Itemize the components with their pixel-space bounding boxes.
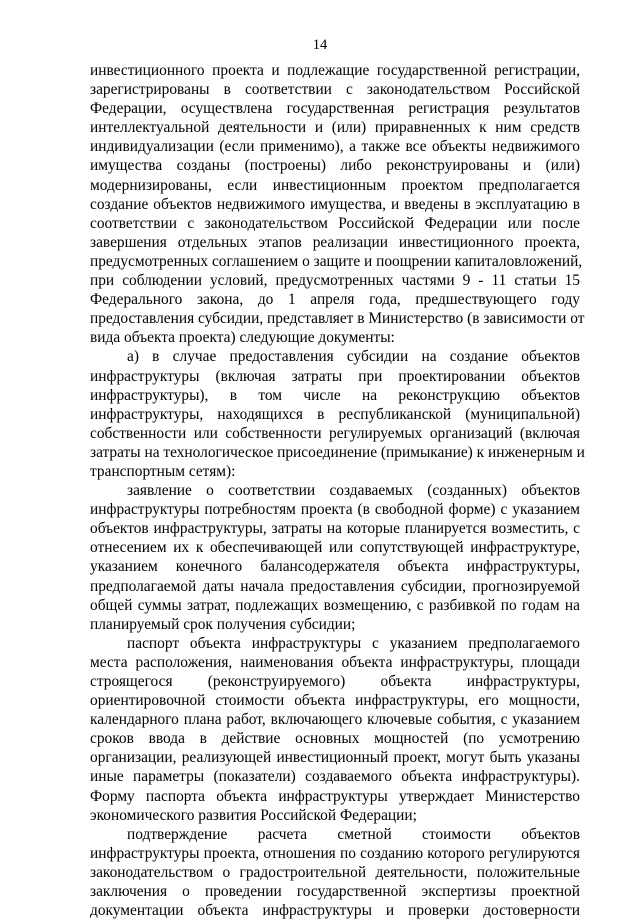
text-line: законодательством о градостроительной деятельности, положительные (90, 863, 580, 881)
text-line: Федерации, осуществлена государственная регистрация результатов (90, 100, 580, 118)
text-line: заявление о соответствии создаваемых (созданных) объектов (127, 482, 580, 500)
text-line: затраты на технологическое присоединение (примыкание) к инженерным и (90, 443, 585, 461)
text-line: сроков ввода в действие основных мощностей (по усмотрению (90, 730, 580, 748)
text-line: создание объектов недвижимого имущества, и введены в эксплуатацию в (90, 195, 580, 213)
text-line: инфраструктуры (включая затраты при проектировании объектов (90, 367, 580, 385)
text-line: строящегося (реконструируемого) объекта инфраструктуры, (90, 673, 580, 690)
text-line: календарного плана работ, включающего ключевые события, с указанием (90, 711, 580, 729)
text-line: заключения о проведении государственной экспертизы проектной (90, 883, 580, 901)
text-line: Форму паспорта объекта инфраструктуры утверждает Министерство (90, 787, 580, 805)
text-line: объектов инфраструктуры, затраты на которые планируется возместить, с (90, 520, 580, 538)
text-line: отнесением их к обеспечивающей или сопутствующей инфраструктуре, (90, 539, 580, 557)
text-line: документации объекта инфраструктуры и проверки достоверности (90, 902, 580, 920)
text-line: инфраструктуры), в том числе на реконструкцию объектов (90, 386, 580, 404)
text-line: Федерального закона, до 1 апреля года, предшествующего году (90, 291, 580, 309)
text-line: собственности или собственности регулируемых организаций (включая (90, 424, 580, 442)
text-line: предоставления субсидии, представляет в Министерство (в зависимости от (90, 310, 585, 328)
text-line: организации, реализующей инвестиционный проект, могут быть указаны (90, 749, 580, 767)
text-line: транспортным сетям): (90, 462, 236, 480)
text-line: при соблюдении условий, предусмотренных частями 9 - 11 статьи 15 (90, 272, 580, 290)
text-line: соответствии с законодательством Российской Федерации или после (90, 214, 580, 232)
text-line: предусмотренных соглашением о защите и поощрении капиталовложений, (90, 252, 583, 270)
text-line: зарегистрированы в соответствии с законодательством Российской (90, 81, 580, 99)
text-line: предполагаемой даты начала предоставления субсидии, прогнозируемой (90, 577, 580, 595)
page-number: 14 (312, 37, 328, 53)
text-line: общей суммы затрат, подлежащих возмещению, с разбивкой по годам на (90, 596, 580, 614)
text-line: паспорт объекта инфраструктуры с указанием предполагаемого (127, 634, 580, 652)
text-line: иные параметры (показатели) создаваемого объекта инфраструктуры). (90, 768, 580, 786)
text-line: завершения отдельных этапов реализации инвестиционного проекта, (90, 233, 580, 251)
text-line: планируемый срок получения субсидии; (90, 615, 356, 633)
text-line: а) в случае предоставления субсидии на создание объектов (127, 348, 580, 366)
text-line: экономического развития Российской Федерации; (90, 806, 417, 824)
document-body (90, 61, 585, 920)
text-line: ориентировочной стоимости объекта инфраструктуры, его мощности, (90, 692, 580, 710)
text-line: инфраструктуры, находящихся в республиканской (муниципальной) (90, 405, 580, 423)
text-line: инфраструктуры проекта, отношения по созданию которого регулируются (90, 844, 580, 862)
text-line: модернизированы, если инвестиционным проектом предполагается (90, 176, 580, 194)
text-line: инвестиционного проекта и подлежащие государственной регистрации, (90, 62, 580, 79)
text-line: инфраструктуры потребностям проекта (в свободной форме) с указанием (90, 501, 580, 519)
text-line: индивидуализации (если применимо), а также все объекты недвижимого (90, 138, 580, 156)
text-line: имущества созданы (построены) либо реконструированы и (или) (90, 157, 580, 175)
text-line: указанием конечного балансодержателя объекта инфраструктуры, (90, 558, 580, 576)
text-line: вида объекта проекта) следующие документы: (90, 329, 395, 347)
text-line: места расположения, наименования объекта инфраструктуры, площади (90, 653, 580, 671)
text-line: подтверждение расчета сметной стоимости объектов (127, 825, 580, 843)
text-line: интеллектуальной деятельности и (или) приравненных к ним средств (90, 119, 580, 137)
